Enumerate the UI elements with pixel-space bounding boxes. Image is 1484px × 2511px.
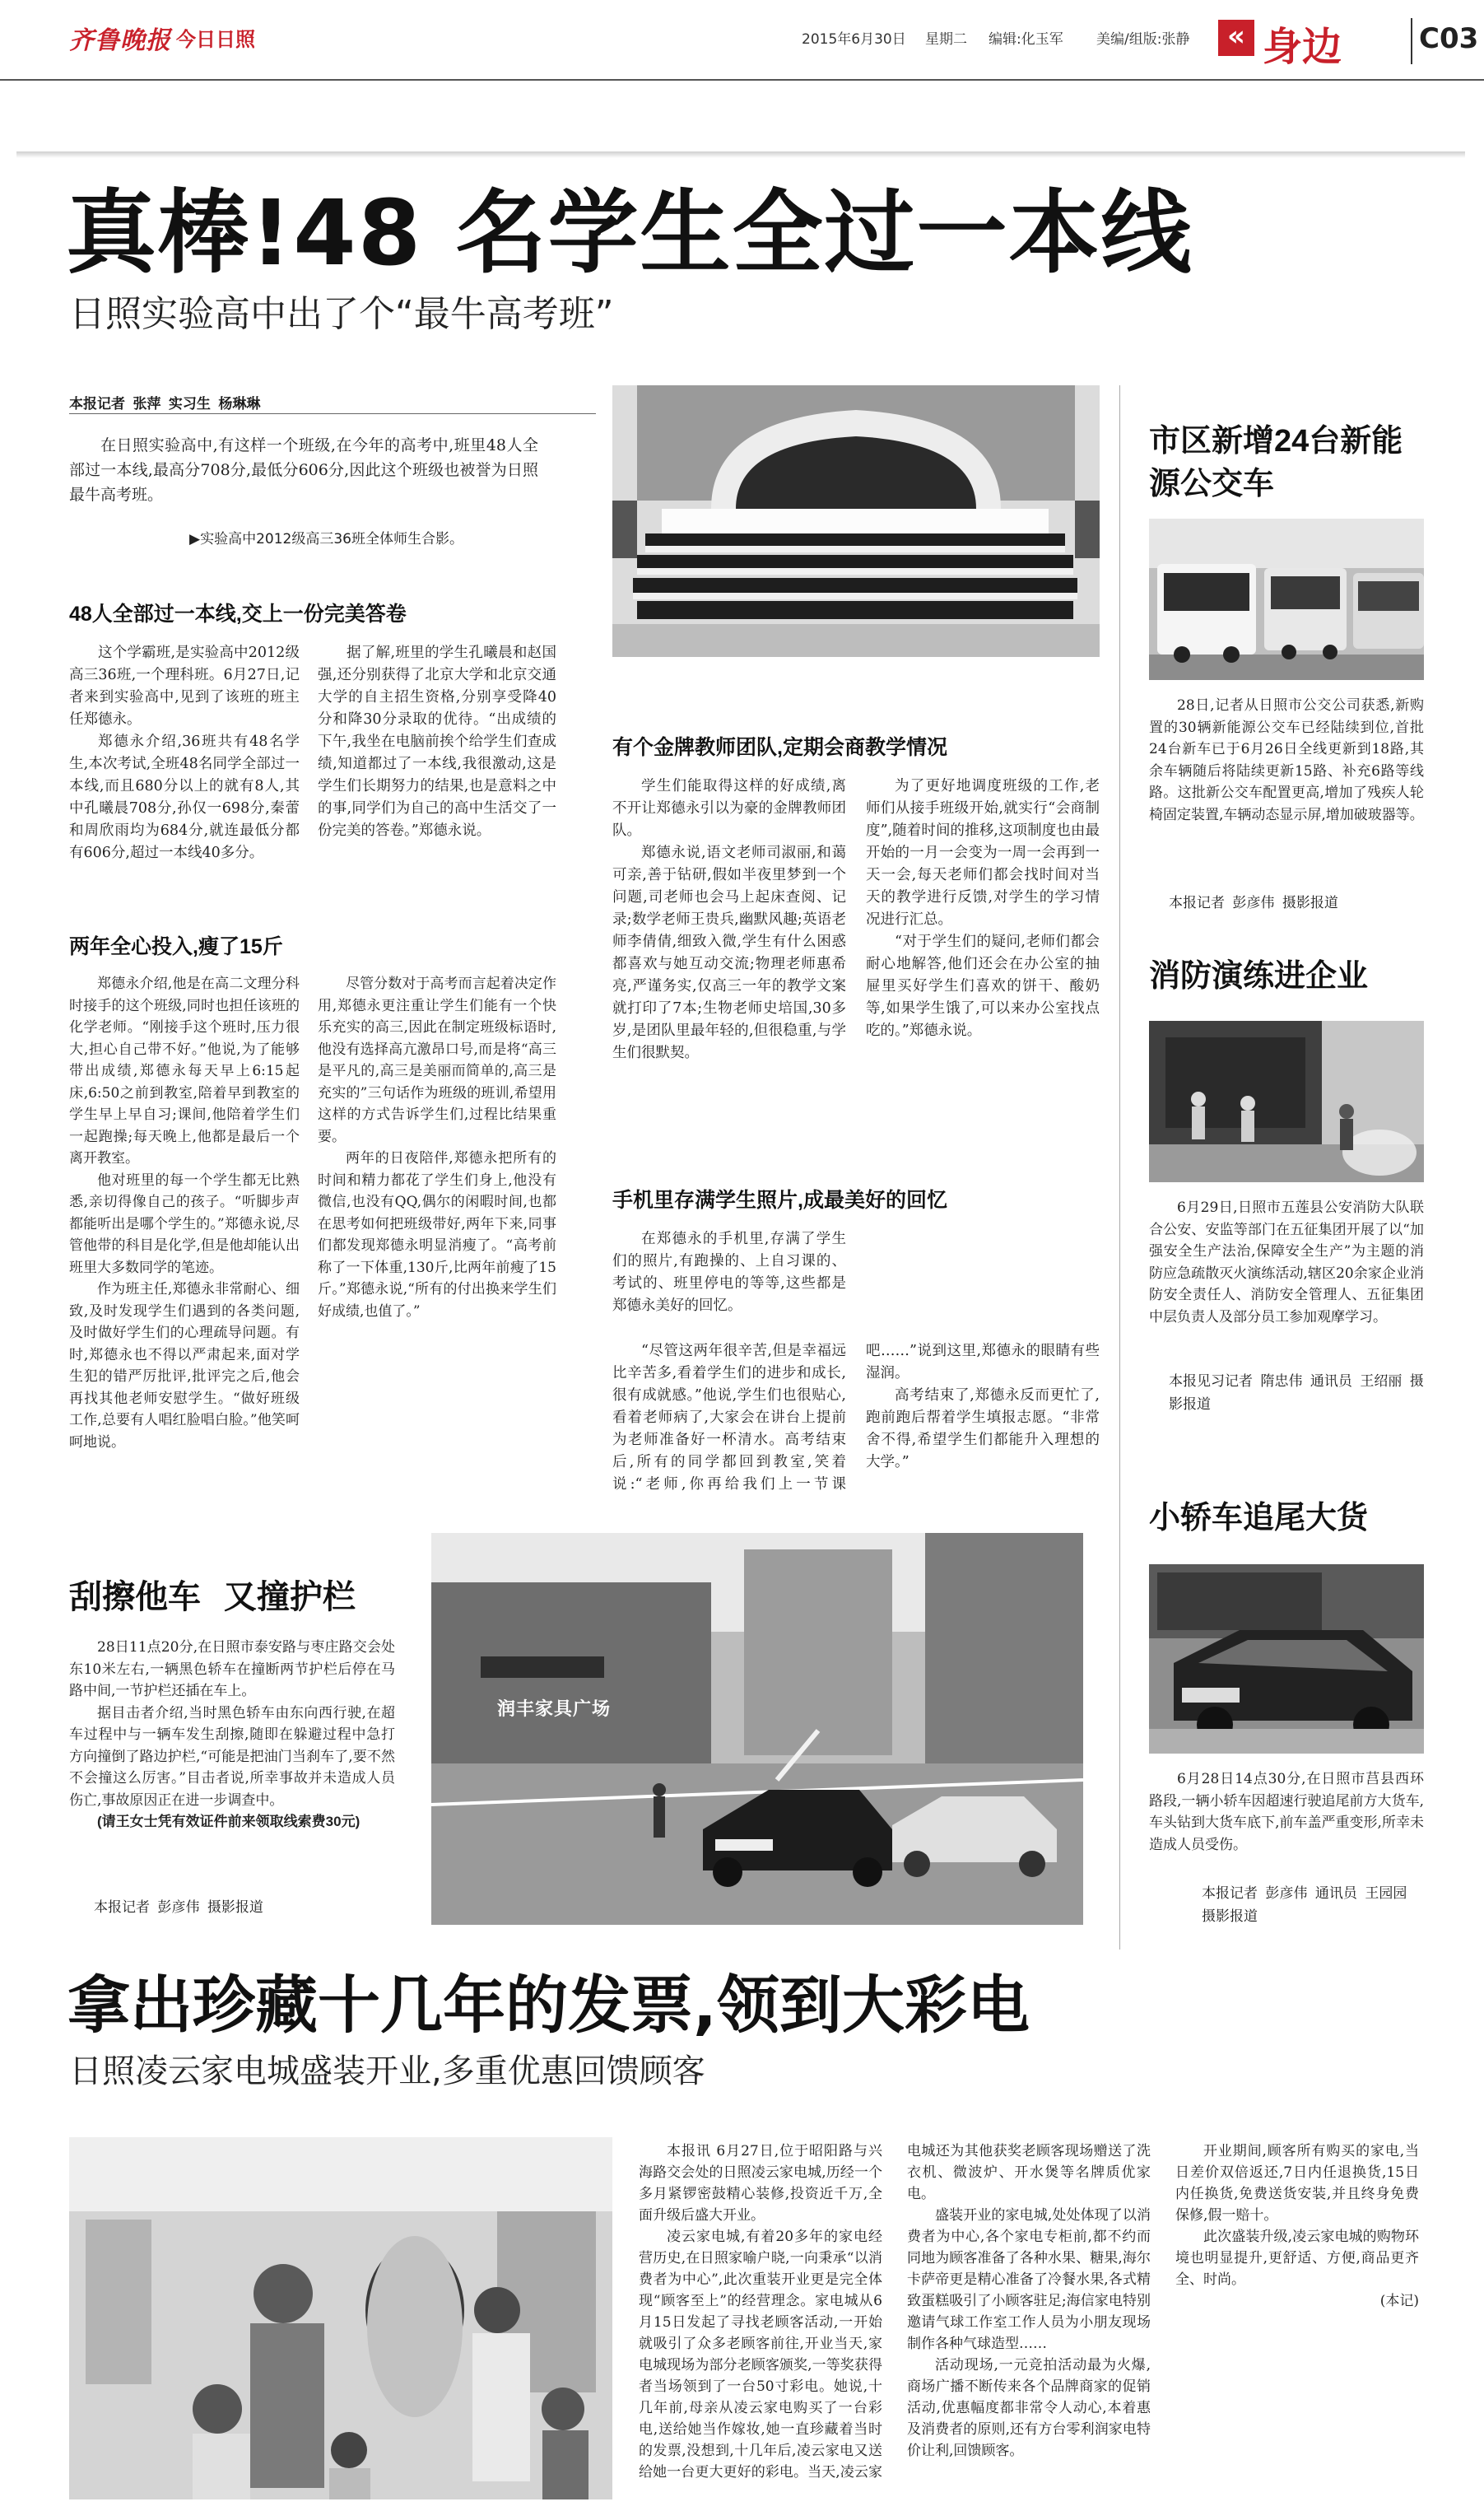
section-2-paragraph: 两年的日夜陪伴,郑德永把所有的时间和精力都花了学生们身上,他没有微信,也没有QQ,偶尔的闲暇时间,也都在思考如何把班级带好,两年下来,同事们都发现郑德永明显消瘦了。“高考前称了一下体重,130斤,比两年前瘦了15斤。”郑德永说,“所有的付出换来学生们好成绩,也值了。” — [318, 1150, 556, 1320]
rearend-photo-illustration — [1149, 1564, 1424, 1754]
designer-credit: 美编/组版:张静 — [1096, 31, 1190, 48]
fire-drill-photo — [1149, 1021, 1424, 1182]
bus-photo-illustration — [1149, 519, 1424, 680]
section-2-paragraph: 尽管分数对于高考而言起着决定作用,郑德永更注重让学生们能有一个快乐充实的高三,因此在制定班级标语时,他没有选择高亢激昂口号,而是将“高三是平凡的,高三是美丽而简单的,高三是充实的”三句话作为班级的班训,希望用这样的方式告诉学生们,过程比结果重要。 — [318, 976, 556, 1145]
sidebar-fire-byline: 本报见习记者 隋忠伟 通讯员 王绍丽 摄影报道 — [1169, 1373, 1424, 1412]
header-rule — [0, 79, 1484, 81]
crash-byline: 本报记者 彭彦伟 摄影报道 — [94, 1899, 263, 1915]
section-title-4: 手机里存满学生照片,成最美好的回忆 — [612, 1189, 947, 1212]
ad-paragraph: 活动现场,一元竞拍活动最为火爆,商场广播不断传来各个品牌商家的促销活动,优惠幅度都非常令人动心,本着惠及消费者的原则,还有方台零利润家电特价让利,回馈顾客。 — [907, 2357, 1151, 2459]
sidebar-title-rearend-text: 小轿车追尾大货 — [1149, 1501, 1369, 1535]
crash-paragraph: 28日11点20分,在日照市泰安路与枣庄路交会处东10米左右,一辆黑色轿车在撞断两节护栏后停在马路中间,一节护栏还插在车上。 — [69, 1639, 395, 1699]
lead-headline: 真棒!48 名学生全过一本线 — [66, 180, 1193, 286]
lead-subhead: 日照实验高中出了个“最牛高考班” — [69, 293, 614, 335]
section-3-paragraph: 郑德永说,语文老师司淑丽,和蔼可亲,善于钻研,假如半夜里梦到一个问题,司老师也会马上起床查阅、记录;数学老师王贵兵,幽默风趣;英语老师李倩倩,细致入微,学生有什么困惑都喜欢与她互动交流;物理老师惠希亮,严谨务实,仅高三一年的教学文案就打印了7本;生物老师史培国,30多岁,是团队里最年轻的,但很稳重,与学生们很默契。 — [612, 845, 846, 1061]
crash-photo — [431, 1533, 1083, 1925]
crash-shop-sign: 润丰家具广场 — [497, 1699, 612, 1720]
sidebar-title-bus — [1149, 420, 1421, 505]
sidebar-title-fire-text: 消防演练进企业 — [1149, 959, 1369, 994]
section-1-paragraph: 郑德永介绍,36班共有48名学生,本次考试,全班48名同学全部过一本线,而且680分以上的就有8人,其中孔曦晨708分,孙仅一698分,秦蕾和周欣雨均为684分,就连最低分都有606分,超过一本线40多分。 — [69, 734, 300, 861]
section-4-col-1 — [612, 1228, 846, 1317]
section-4-col-2 — [612, 1340, 1100, 1496]
sidebar-title-bus-text: 市区新增24台新能源公交车 — [1149, 424, 1403, 501]
page-number: C03 — [1419, 22, 1479, 55]
section-3-paragraph: “对于学生们的疑问,老师们都会耐心地解答,他们还会在办公室的抽屉里买好学生们喜欢的饼干、酸奶等,如果学生饿了,可以来办公室找点吃的。”郑德永说。 — [866, 934, 1100, 1039]
section-chevron-icon: « — [1218, 20, 1254, 56]
section-2-paragraph: 作为班主任,郑德永非常耐心、细致,及时发现学生们遇到的各类问题,及时做好学生们的心理疏导问题。有时,郑德永也不得以严肃起来,面对学生犯的错严厉批评,批评完之后,他会再找其他老师安慰学生。“做好班级工作,总要有人唱红脸唱白脸。”他笑呵呵地说。 — [69, 1281, 300, 1451]
sidebar-divider — [1119, 385, 1120, 1950]
section-name: 今日日照 — [176, 28, 255, 51]
page-header — [0, 0, 1484, 82]
section-title-2: 两年全心投入,瘦了15斤 — [69, 935, 283, 958]
editor-credit: 编辑:化玉军 — [989, 31, 1063, 48]
section-3-col-2 — [866, 776, 1100, 1042]
sidebar-bus-paragraph: 28日,记者从日照市公交公司获悉,新购置的30辆新能源公交车已经陆续到位,首批24台新车已于6月26日全线更新到18路,其余车辆随后将陆续更新15路、补充6路等线路。这批新公交车配置更高,增加了残疾人轮椅固定装置,车辆动态显示屏,增加破玻器等。 — [1149, 697, 1424, 823]
class-photo-illustration — [612, 385, 1100, 657]
sidebar-fire-paragraph: 6月29日,日照市五莲县公安消防大队联合公安、安监等部门在五征集团开展了以“加强安全生产法治,保障安全生产”为主题的消防应急疏散灭火演练活动,辖区20余家企业消防安全责任人、消防安全管理人、五征集团中层负责人及部分员工参加观摩学习。 — [1149, 1200, 1424, 1325]
section-1-col-2 — [318, 642, 556, 842]
section-title-3: 有个金牌教师团队,定期会商教学情况 — [612, 736, 947, 759]
sidebar-title-fire — [1149, 955, 1421, 998]
ad-paragraph: 此次盛装升级,凌云家电城的购物环境也明显提升,更舒适、方便,商品更齐全、时尚。 — [1175, 2229, 1419, 2288]
section-4-paragraph: “尽管这两年很辛苦,但是幸福远比辛苦多,看着学生们的进步和成长,很有成就感。”他说,学生们也很贴心,看着老师病了,大家会在讲台上提前为老师准备好一杯清水。高考结束后,所有的同学都回到教室,笑着说:“老师,你再给我们上一节课吧……”说到这里,郑德永的眼睛有些湿润。 — [612, 1343, 1100, 1493]
section-3-col-1 — [612, 776, 846, 1064]
section-4-paragraph: 在郑德永的手机里,存满了学生们的照片,有跑操的、上自习课的、考试的、班里停电的等等,这些都是郑德永美好的回忆。 — [612, 1231, 846, 1314]
sidebar-rearend-text — [1149, 1768, 1424, 1856]
bus-photo — [1149, 519, 1424, 680]
header-divider — [1411, 18, 1412, 64]
crash-paragraph: (请王女士凭有效证件前来领取线索费30元) — [97, 1814, 361, 1829]
crash-photo-illustration — [431, 1533, 1083, 1925]
photo-caption: ▶实验高中2012级高三36班全体师生合影。 — [189, 531, 463, 547]
section-1-paragraph: 据了解,班里的学生孔曦晨和赵国强,还分别获得了北京大学和北京交通大学的自主招生资格,分别享受降40分和降30分录取的优待。“出成绩的下午,我坐在电脑前挨个给学生们查成绩,知道都过了一本线,我很激动,这是学生们长期努力的结果,也是意料之中的事,同学们为自己的高中生活交了一份完美的答卷。”郑德永说。 — [318, 645, 556, 839]
class-group-photo — [612, 385, 1100, 657]
section-1-col-1 — [69, 642, 300, 864]
ad-paragraph: 盛装开业的家电城,处处体现了以消费者为中心,各个家电专柜前,都不约而同地为顾客准备了各种水果、糖果,海尔卡萨帝更是精心准备了冷餐水果,各式精致蛋糕吸引了小顾客驻足;海信家电特别邀请气球工作室工作人员为小朋友现场制作各种气球造型…… — [907, 2207, 1151, 2352]
section-2-paragraph: 郑德永介绍,他是在高二文理分科时接手的这个班级,同时也担任该班的化学老师。“刚接手这个班时,压力很大,担心自己带不好。”他说,为了能够带出成绩,郑德永每天早上6:15起床,6:50之前到教室,陪着早到教室的学生早上早自习;课间,他陪着学生们一起跑操;每天晚上,他都是最后一个离开教室。 — [69, 976, 300, 1167]
section-title-1: 48人全部过一本线,交上一份完美答卷 — [69, 603, 407, 626]
sidebar-rearend-byline: 本报记者 彭彦伟 通讯员 王园园 摄影报道 — [1202, 1885, 1415, 1924]
section-1-paragraph: 这个学霸班,是实验高中2012级高三36班,一个理科班。6月27日,记者来到实验高中,见到了该班的班主任郑德永。 — [69, 645, 300, 728]
section-2-col-1 — [69, 973, 300, 1453]
rear-end-photo — [1149, 1564, 1424, 1754]
fire-photo-illustration — [1149, 1021, 1424, 1182]
lead-intro — [69, 433, 538, 507]
sidebar-fire-text — [1149, 1197, 1424, 1328]
issue-date: 2015年6月30日 — [802, 31, 906, 48]
sidebar-bus-byline: 本报记者 彭彦伟 摄影报道 — [1169, 895, 1338, 911]
section-4-paragraph: 高考结束了,郑德永反而更忙了,跑前跑后帮着学生填报志愿。“非常舍不得,希望学生们都能升入理想的大学。” — [866, 1387, 1100, 1470]
ad-paragraph: 凌云家电城,有着20多年的家电经营历史,在日照家喻户晓,一向秉承“以消费者为中心”,此次重装开业更是完全体现“顾客至上”的经营理念。家电城从6月15日发起了寻找老顾客活动,一开始就吸引了众多老顾客前往,开业当天,家电城现场为部分老顾客颁奖,一等奖获得者当场领到了一台50寸彩电。她说,十几年前,母亲从凌云家电购买了一台彩电,送给她当作嫁妆,她一直珍藏着当时的发票,没想到,十几年后,凌云家电又送给她一台更大更好的彩电。当天,凌云家电城还为其他获奖老顾客现场赠送了洗衣机、微波炉、开水煲等名牌质优家电。 — [639, 2143, 1151, 2481]
crash-text — [69, 1637, 395, 1833]
page-title: 身边 — [1263, 24, 1342, 70]
section-3-paragraph: 学生们能取得这样的好成绩,离不开让郑德永引以为豪的金牌教师团队。 — [612, 778, 846, 839]
sidebar-bus-text — [1149, 695, 1424, 826]
sidebar-rearend-paragraph: 6月28日14点30分,在日照市莒县西环路段,一辆小轿车因超速行驶追尾前方大货车,车头钻到大货车底下,前车盖严重变形,所幸未造成人员受伤。 — [1149, 1771, 1424, 1853]
store-opening-photo — [69, 2137, 612, 2499]
ad-paragraph: 开业期间,顾客所有购买的家电,当日差价双倍返还,7日内任退换货,15日内任换货,免费送货安装,并且终身免费保修,假一赔十。 — [1175, 2143, 1419, 2224]
lead-intro-text: 在日照实验高中,有这样一个班级,在今年的高考中,班里48人全部过一本线,最高分708分,最低分606分,因此这个班级也被誉为日照最牛高考班。 — [69, 436, 538, 504]
crash-title: 刮擦他车 又撞护栏 — [69, 1578, 356, 1616]
header-shadow — [16, 151, 1465, 158]
lead-byline: 本报记者 张萍 实习生 杨琳琳 — [69, 396, 261, 412]
ad-headline: 拿出珍藏十几年的发票,领到大彩电 — [67, 1968, 1030, 2042]
crash-paragraph: 据目击者介绍,当时黑色轿车由东向西行驶,在超车过程中与一辆车发生刮擦,随即在躲避过程中急打方向撞倒了路边护栏,“可能是把油门当刹车了,要不然不会撞这么厉害。”目击者说,所幸事故并未造成人员伤亡,事故原因正在进一步调查中。 — [69, 1704, 395, 1809]
ad-signoff: (本记) — [1379, 2293, 1419, 2309]
section-3-paragraph: 为了更好地调度班级的工作,老师们从接手班级开始,就实行“会商制度”,随着时间的推移,这项制度也由最开始的一月一会变为一周一会再到一天一会,每天老师们都会找时间对当天的教学进行反馈,对学生的学习情况进行汇总。 — [866, 778, 1100, 928]
ad-text — [639, 2141, 1419, 2499]
sidebar-title-rearend — [1149, 1497, 1421, 1540]
ad-paragraph: 本报讯 6月27日,位于昭阳路与兴海路交会处的日照凌云家电城,历经一个多月紧锣密鼓精心装修,投资近千万,全面升级后盛大开业。 — [639, 2143, 882, 2224]
section-2-col-2 — [318, 973, 556, 1322]
section-2-paragraph: 他对班里的每一个学生都无比熟悉,亲切得像自己的孩子。“听脚步声都能听出是哪个学生的。”郑德永说,尽管他带的科目是化学,但是他却能认出班里大多数同学的笔迹。 — [69, 1172, 300, 1276]
issue-weekday: 星期二 — [925, 31, 967, 48]
ad-subhead: 日照凌云家电城盛装开业,多重优惠回馈顾客 — [69, 2052, 705, 2090]
byline-underline — [69, 413, 596, 414]
store-photo-illustration — [69, 2137, 612, 2499]
masthead: 齐鲁晚报 — [69, 26, 171, 55]
